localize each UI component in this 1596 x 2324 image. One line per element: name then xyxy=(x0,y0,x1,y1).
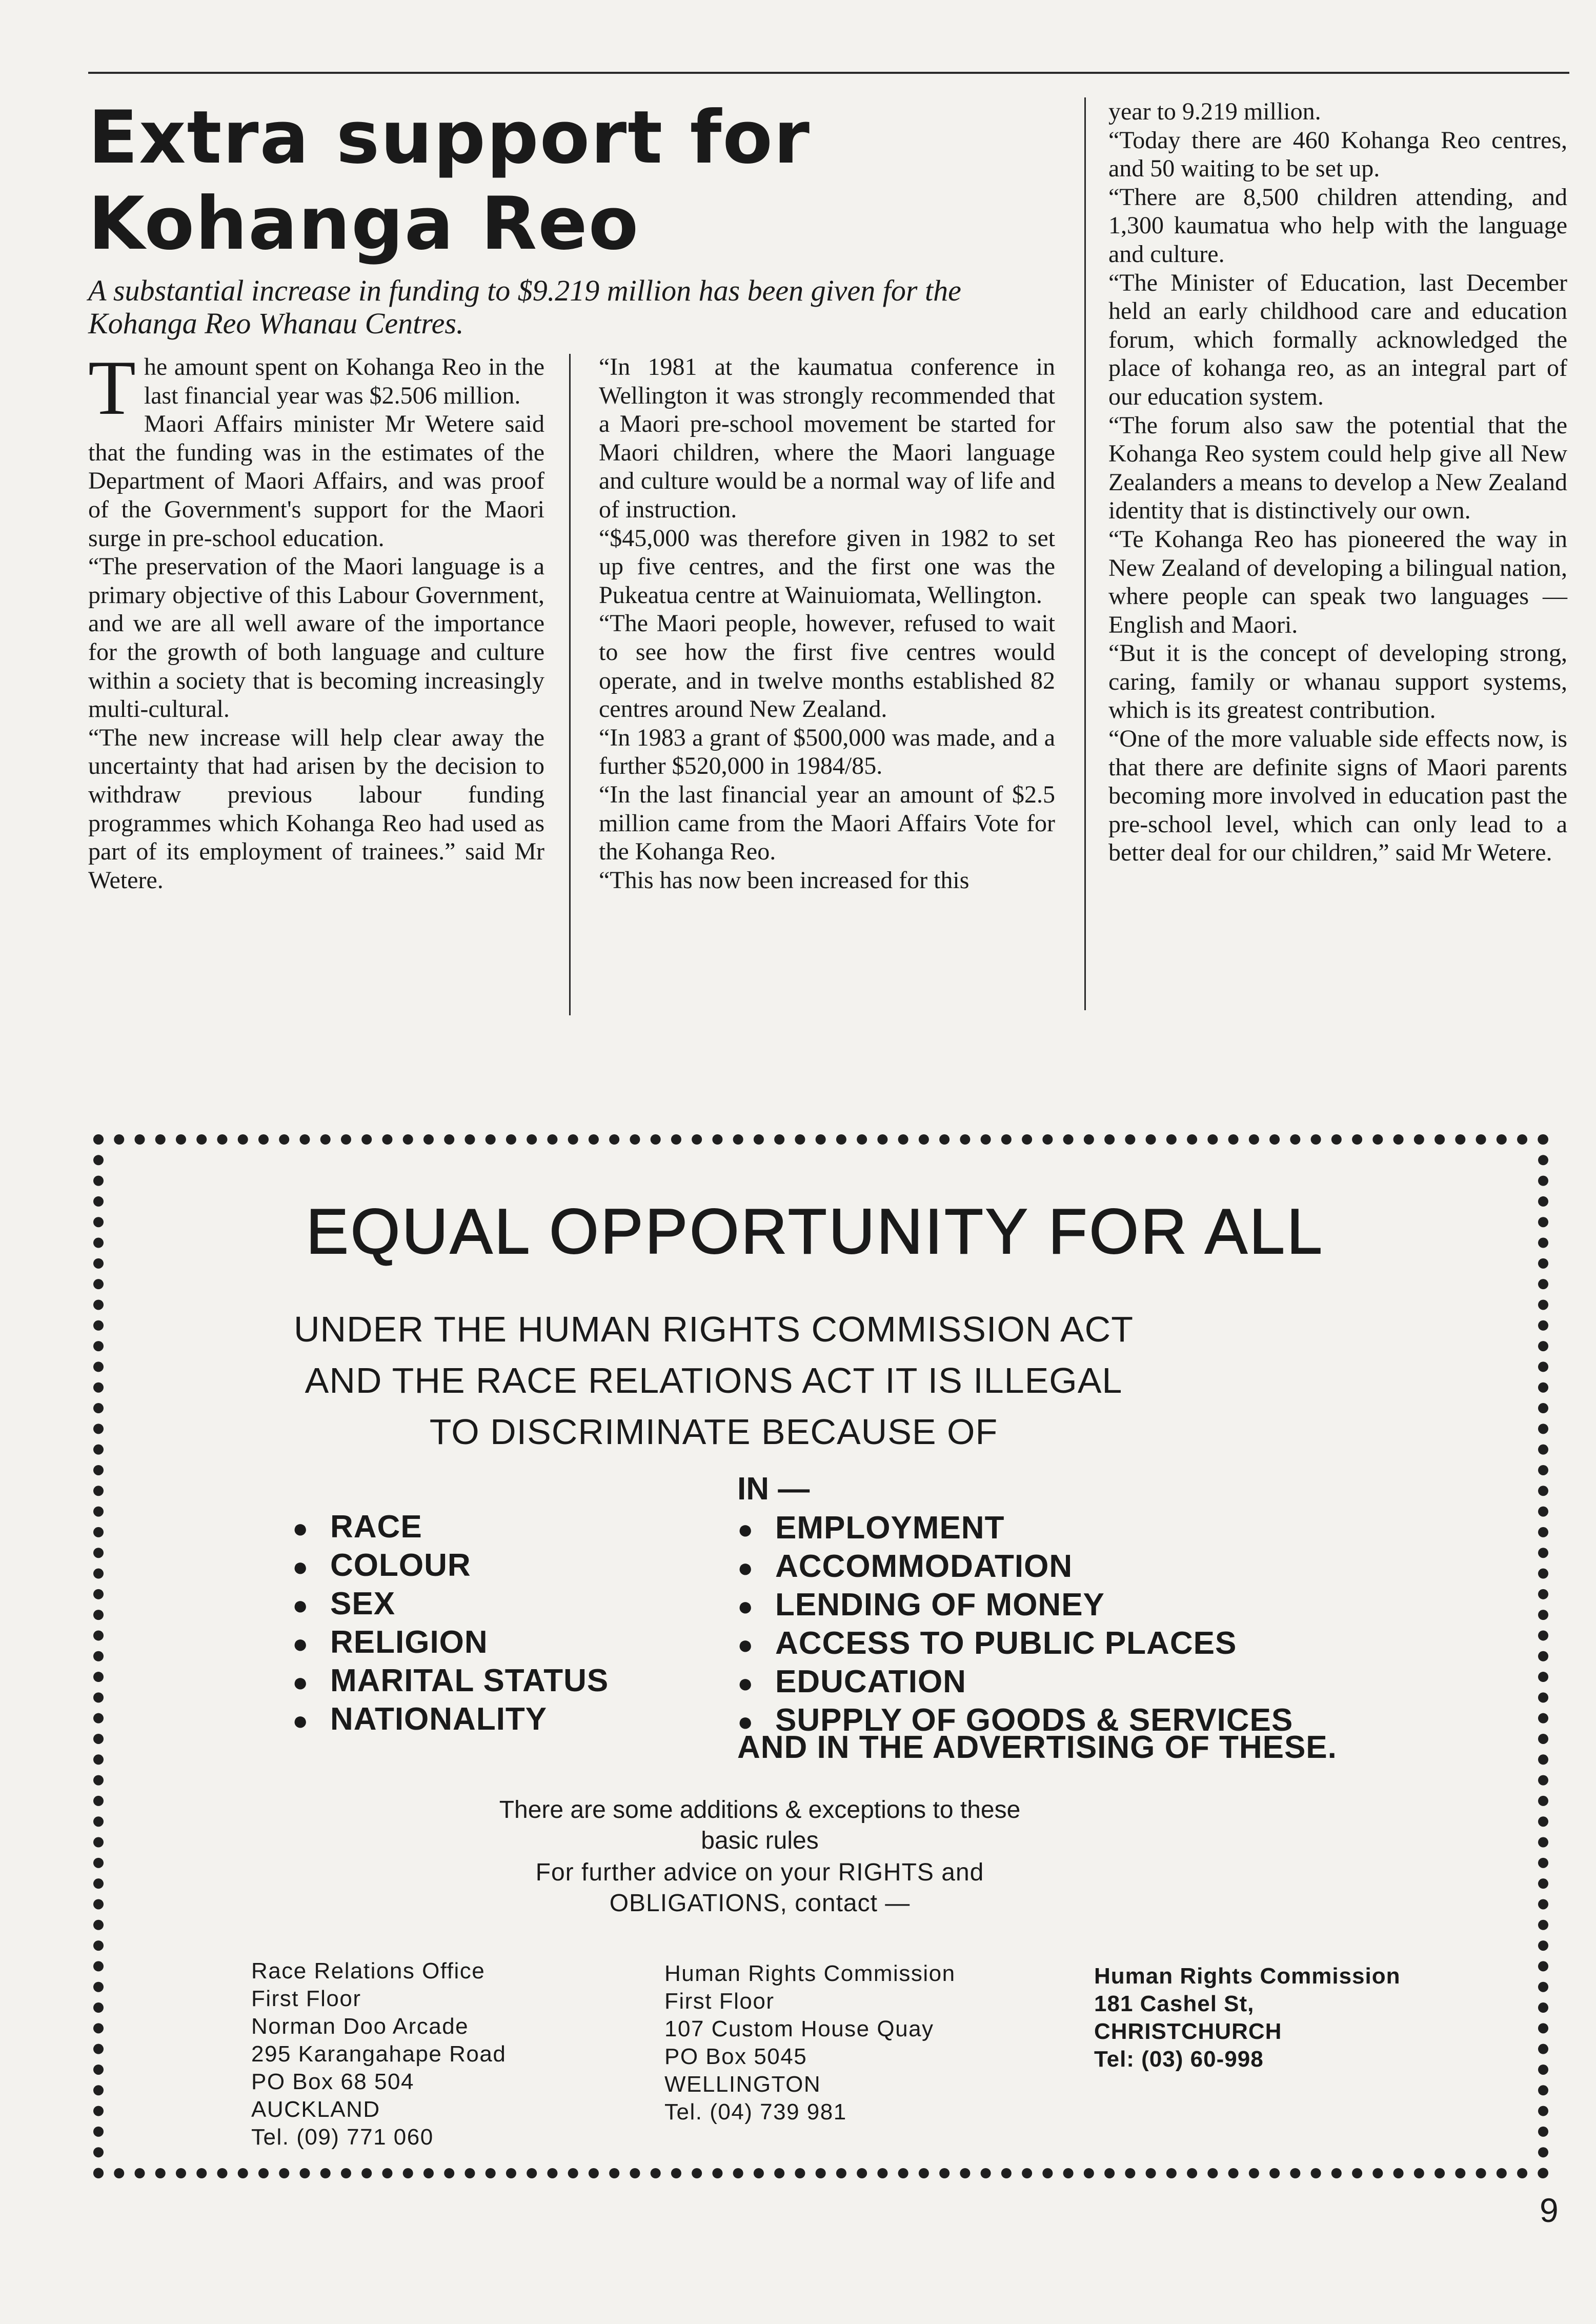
article-paragraph: “$45,000 was therefore given in 1982 to set up five centres, and the first one was the Pukeatua centre at Wainuiomata, Wellington. xyxy=(599,524,1055,609)
article-column-1 xyxy=(88,345,544,894)
article-standfirst: A substantial increase in funding to $9.219 million has been given for the Kohanga Reo Whanau Centres. xyxy=(88,274,961,340)
office-address-auckland xyxy=(251,1957,506,2151)
address-line: Norman Doo Arcade xyxy=(251,2014,469,2039)
list-item: ● ACCESS TO PUBLIC PLACES xyxy=(737,1625,1293,1664)
address-line: 295 Karangahape Road xyxy=(251,2041,507,2067)
article-headline: Extra support for Kohanga Reo xyxy=(88,95,811,266)
list-item: ● SEX xyxy=(292,1586,609,1624)
article-column-3 xyxy=(1108,97,1567,867)
advice-note: For further advice on your RIGHTS and OBLIGATIONS, contact — xyxy=(535,1859,984,1917)
article-paragraph: “This has now been increased for this xyxy=(599,866,969,894)
article-paragraph: “The preservation of the Maori language is a primary objective of this Labour Government, and we are all well aware of the importance for the growth of both language and culture within a society that is becoming increasingly multi-cultural. xyxy=(88,553,544,723)
article-paragraph: The amount spent on Kohanga Reo in the last financial year was $2.506 million. xyxy=(88,345,544,431)
article-paragraph: “In 1981 at the kaumatua conference in Wellington it was strongly recommended that a Maori pre-school movement be started for Maori children, where the Maori language and culture would be a normal way of life and of instruction. xyxy=(599,353,1055,523)
address-line: PO Box 68 504 xyxy=(251,2069,414,2094)
address-line: PO Box 5045 xyxy=(664,2044,807,2069)
article-paragraph: “There are 8,500 children attending, and 1,300 kaumatua who help with the language and culture. xyxy=(1108,183,1567,268)
address-line: Tel. (04) 739 981 xyxy=(664,2099,847,2125)
article-column-2 xyxy=(599,353,1055,894)
list-item: ● RACE xyxy=(292,1509,609,1547)
article-paragraph: “The new increase will help clear away the uncertainty that had arisen by the decision to withdraw previous labour funding programmes which Kohanga Reo had used as part of its employment of trainees.” said Mr Wetere. xyxy=(88,724,544,894)
equal-opportunity-advert xyxy=(93,1134,1548,2178)
article-paragraph: “The Maori people, however, refused to wait to see how the first five centres would operate, and in twelve months established 82 centres around New Zealand. xyxy=(599,610,1055,723)
in-label: IN — xyxy=(737,1471,810,1507)
address-line: 181 Cashel St, xyxy=(1094,1991,1255,2016)
page-number: 9 xyxy=(1540,2191,1559,2229)
column-rule xyxy=(569,354,571,1015)
discrimination-grounds-list xyxy=(292,1509,609,1739)
list-item: ● COLOUR xyxy=(292,1547,609,1586)
exceptions-note: There are some additions & exceptions to these basic rules xyxy=(499,1796,1021,1854)
address-line: CHRISTCHURCH xyxy=(1094,2019,1282,2044)
list-item: ● MARITAL STATUS xyxy=(292,1662,609,1701)
list-item: ● RELIGION xyxy=(292,1624,609,1662)
address-line: First Floor xyxy=(664,1989,775,2014)
article-paragraph: “Today there are 460 Kohanga Reo centres, and 50 waiting to be set up. xyxy=(1108,126,1567,183)
list-item: ● NATIONALITY xyxy=(292,1701,609,1739)
list-item: ● LENDING OF MONEY xyxy=(737,1587,1293,1625)
address-line: Race Relations Office xyxy=(251,1958,486,1984)
address-line: First Floor xyxy=(251,1986,361,2011)
address-line: Tel: (03) 60-998 xyxy=(1094,2047,1264,2072)
article-paragraph: “The Minister of Education, last December held an early childhood care and education forum, which formally acknowledged the place of kohanga reo, as an integral part of our education system. xyxy=(1108,269,1567,410)
article-paragraph: “But it is the concept of developing strong, caring, family or whanau support systems, which is its greatest contribution. xyxy=(1108,639,1567,724)
address-line: Tel. (09) 771 060 xyxy=(251,2125,434,2150)
drop-cap: T xyxy=(88,345,136,431)
office-address-christchurch xyxy=(1094,1962,1401,2073)
address-line: WELLINGTON xyxy=(664,2072,821,2097)
address-line: Human Rights Commission xyxy=(664,1961,956,1986)
advert-intro: UNDER THE HUMAN RIGHTS COMMISSION ACT AND THE RACE RELATIONS ACT IT IS ILLEGAL TO DISCRIMINATE BECAUSE OF xyxy=(293,1309,1134,1452)
advertising-line: AND IN THE ADVERTISING OF THESE. xyxy=(737,1730,1337,1765)
article-paragraph: Maori Affairs minister Mr Wetere said that the funding was in the estimates of the Department of Maori Affairs, and was proof of the Government's support for the Maori surge in pre-school education. xyxy=(88,410,544,552)
article-paragraph: “One of the more valuable side effects now, is that there are definite signs of Maori parents becoming more involved in education past the pre-school level, which can only lead to a better deal for our children,” said Mr Wetere. xyxy=(1108,725,1567,867)
article-paragraph: “Te Kohanga Reo has pioneered the way in New Zealand of developing a bilingual nation, where people can speak two languages — English and Maori. xyxy=(1108,525,1567,638)
top-rule xyxy=(88,72,1569,74)
column-rule xyxy=(1084,97,1086,1010)
article-paragraph: “In 1983 a grant of $500,000 was made, and a further $520,000 in 1984/85. xyxy=(599,724,1055,780)
advert-title: EQUAL OPPORTUNITY FOR ALL xyxy=(306,1196,1324,1267)
address-line: Human Rights Commission xyxy=(1094,1964,1401,1989)
address-line: 107 Custom House Quay xyxy=(664,2016,934,2041)
address-line: AUCKLAND xyxy=(251,2097,380,2122)
list-item: ● EDUCATION xyxy=(737,1664,1293,1702)
article-paragraph: “The forum also saw the potential that the Kohanga Reo system could help give all New Zealanders a means to develop a New Zealand identity that is distinctively our own. xyxy=(1108,411,1567,525)
office-address-wellington xyxy=(664,1960,956,2126)
list-item: ● SUPPLY OF GOODS & SERVICES xyxy=(737,1702,1293,1740)
article-paragraph: “In the last financial year an amount of $2.5 million came from the Maori Affairs Vote for the Kohanga Reo. xyxy=(599,780,1055,866)
list-item: ● ACCOMMODATION xyxy=(737,1548,1293,1587)
list-item: ● EMPLOYMENT xyxy=(737,1510,1293,1548)
discrimination-areas-list xyxy=(737,1510,1293,1740)
article-paragraph: year to 9.219 million. xyxy=(1108,98,1321,125)
